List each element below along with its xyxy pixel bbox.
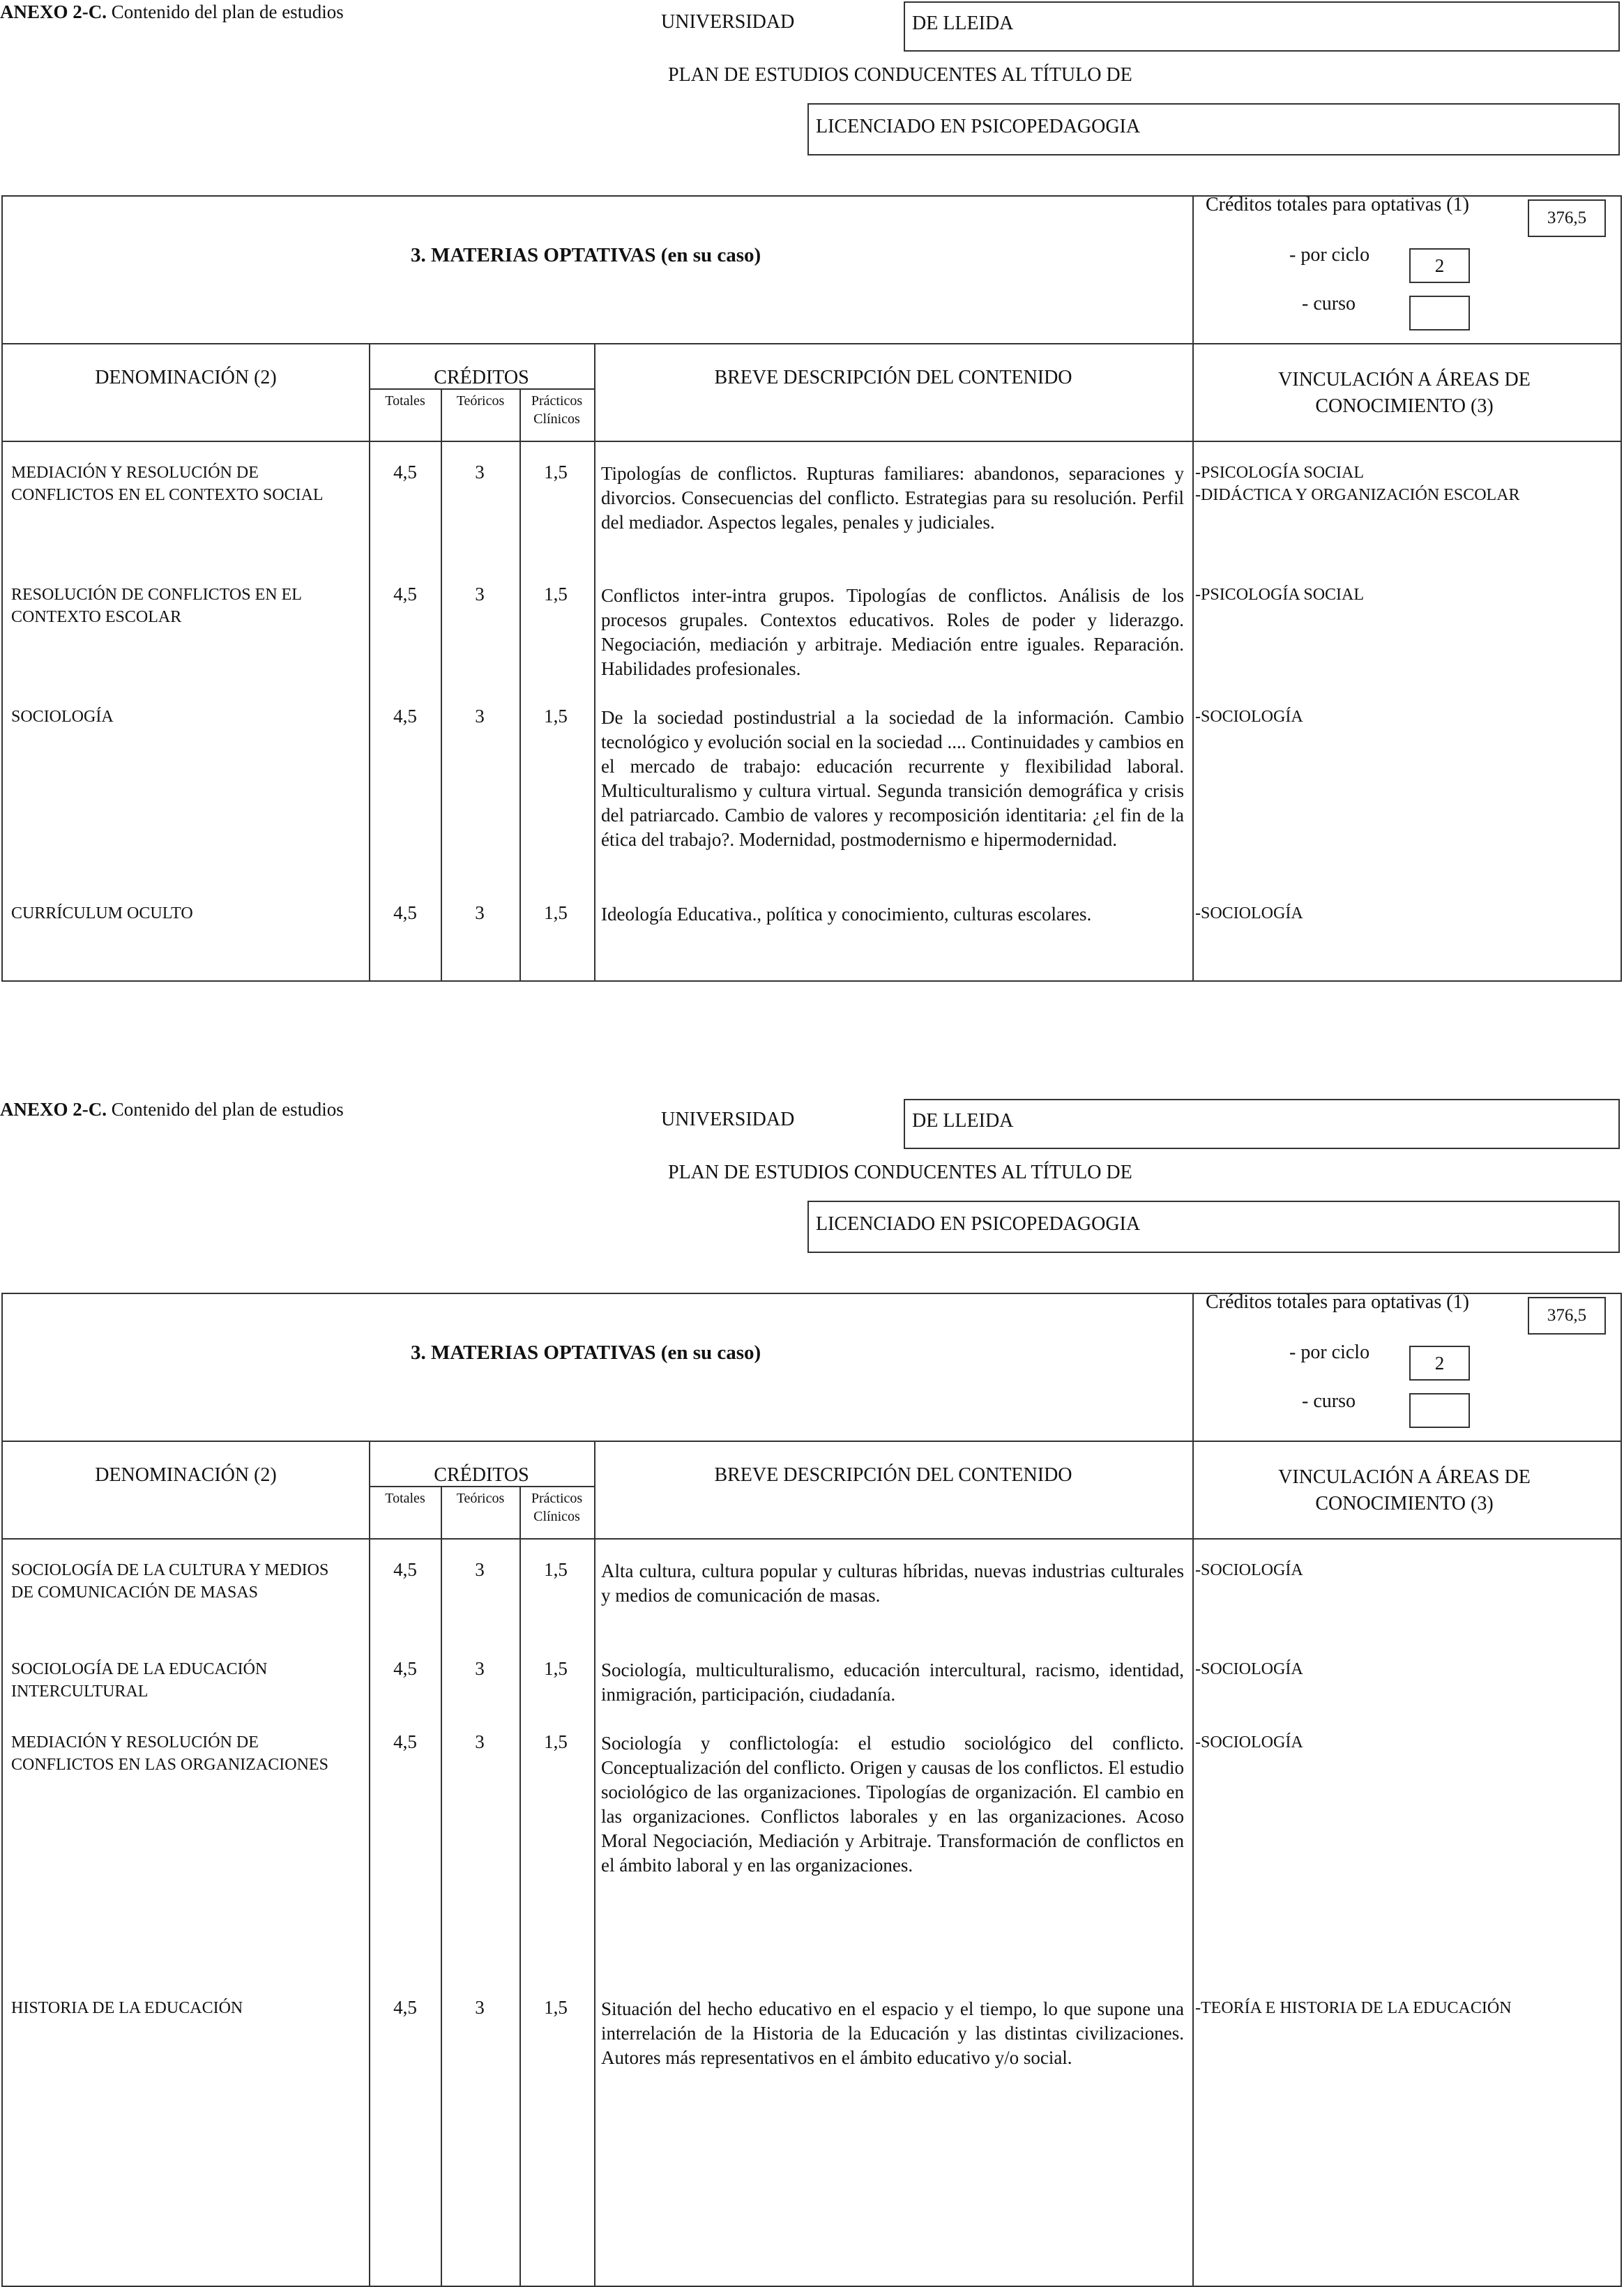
creditos-practicos: 1,5: [544, 902, 568, 923]
materia-description: Conflictos inter-intra grupos. Tipologías de conflictos. Análisis de los procesos grupales. Contextos educativos. Roles de poder y liderazgo. Negociación, mediación y arbitraje. Mediación entre iguales. Reparación. Habilidades profesionales.: [601, 585, 1184, 679]
materia-areas: [1195, 706, 1614, 728]
materia-description: Alta cultura, cultura popular y culturas híbridas, nuevas industrias culturales y medios de comunicación de masas.: [601, 1560, 1184, 1606]
header-creditos: CRÉDITOS: [434, 1464, 529, 1486]
creditos-teoricos: 3: [475, 462, 485, 483]
materia-description: De la sociedad postindustrial a la sociedad de la información. Cambio tecnológico y evolución social en la sociedad .... Continuidades y cambios en el mercado de trabajo: educación recurrente y flexibilidad laboral. Multiculturalismo y cultura virtual. Segunda transición demográfica y crisis del patriarcado. Cambio de valores y recomposición identitaria: ¿el fin de la ética del trabajo?. Modernidad, postmodernismo e hipermodernidad.: [601, 707, 1184, 850]
materia-areas: [1195, 1731, 1614, 1754]
header-denominacion: DENOMINACIÓN (2): [95, 1464, 277, 1486]
creditos-totales: 4,5: [393, 902, 417, 923]
materia-name: SOCIOLOGÍA DE LA EDUCACIÓN INTERCULTURAL: [11, 1660, 268, 1701]
materia-name: CURRÍCULUM OCULTO: [11, 904, 193, 922]
area-item: -SOCIOLOGÍA: [1195, 1561, 1303, 1579]
por-ciclo-value: 2: [1409, 248, 1470, 283]
header-descripcion: BREVE DESCRIPCIÓN DEL CONTENIDO: [714, 367, 1072, 388]
creditos-totales-label: Créditos totales para optativas (1): [1206, 1291, 1469, 1313]
por-ciclo-value: 2: [1409, 1346, 1470, 1381]
creditos-practicos: 1,5: [544, 1559, 568, 1580]
creditos-practicos: 1,5: [544, 462, 568, 483]
area-item: -SOCIOLOGÍA: [1195, 1660, 1303, 1678]
creditos-practicos: 1,5: [544, 584, 568, 605]
area-item: -SOCIOLOGÍA: [1195, 904, 1303, 922]
por-ciclo-label: - por ciclo: [1289, 1342, 1370, 1363]
materias-table: [1, 195, 1622, 982]
materia-name: SOCIOLOGÍA: [11, 708, 114, 726]
materia-name: RESOLUCIÓN DE CONFLICTOS EN EL CONTEXTO ESCOLAR: [11, 586, 302, 626]
creditos-teoricos: 3: [475, 1559, 485, 1580]
materia-name: MEDIACIÓN Y RESOLUCIÓN DE CONFLICTOS EN EL CONTEXTO SOCIAL: [11, 464, 324, 504]
header-denominacion: DENOMINACIÓN (2): [95, 367, 277, 388]
por-ciclo-label: - por ciclo: [1289, 244, 1370, 266]
header-practicos: Prácticos Clínicos: [531, 393, 583, 427]
anexo-heading: ANEXO 2-C. Contenido del plan de estudios: [0, 1, 344, 22]
plan-label: PLAN DE ESTUDIOS CONDUCENTES AL TÍTULO DE: [668, 1162, 1132, 1183]
materia-description: Sociología, multiculturalismo, educación intercultural, racismo, identidad, inmigración, participación, ciudadanía.: [601, 1659, 1184, 1705]
header-teoricos: Teóricos: [456, 393, 505, 409]
universidad-field: DE LLEIDA: [904, 1099, 1620, 1149]
materia-areas: [1195, 1559, 1614, 1581]
plan-label: PLAN DE ESTUDIOS CONDUCENTES AL TÍTULO DE: [668, 64, 1132, 86]
header-practicos: Prácticos Clínicos: [531, 1491, 583, 1524]
area-item: -PSICOLOGÍA SOCIAL: [1195, 464, 1365, 482]
materia-areas: [1195, 1997, 1614, 2019]
titulo-field: LICENCIADO EN PSICOPEDAGOGIA: [807, 103, 1620, 155]
area-item: -PSICOLOGÍA SOCIAL: [1195, 586, 1365, 604]
header-totales: Totales: [385, 393, 425, 409]
creditos-totales: 4,5: [393, 1997, 417, 2018]
anexo-heading: ANEXO 2-C. Contenido del plan de estudios: [0, 1099, 344, 1120]
materia-name: HISTORIA DE LA EDUCACIÓN: [11, 1999, 243, 2017]
universidad-field: DE LLEIDA: [904, 1, 1620, 52]
header-totales: Totales: [385, 1491, 425, 1506]
materia-areas: [1195, 584, 1614, 606]
area-item: -SOCIOLOGÍA: [1195, 1733, 1303, 1752]
creditos-practicos: 1,5: [544, 1997, 568, 2018]
header-creditos: CRÉDITOS: [434, 367, 529, 388]
materia-areas: [1195, 1658, 1614, 1680]
creditos-totales-value: 376,5: [1528, 1297, 1606, 1335]
header-vinculacion: VINCULACIÓN A ÁREAS DE CONOCIMIENTO (3): [1278, 1466, 1531, 1514]
header-vinculacion: VINCULACIÓN A ÁREAS DE CONOCIMIENTO (3): [1278, 369, 1531, 417]
universidad-label: UNIVERSIDAD: [661, 11, 795, 33]
creditos-practicos: 1,5: [544, 1731, 568, 1752]
materia-description: Situación del hecho educativo en el espacio y el tiempo, lo que supone una interrelación de la Historia de la Educación y las distintas civilizaciones. Autores más representativos en el ámbito educativo y/o social.: [601, 1998, 1184, 2068]
creditos-totales: 4,5: [393, 706, 417, 727]
materia-name: SOCIOLOGÍA DE LA CULTURA Y MEDIOS DE COMUNICACIÓN DE MASAS: [11, 1561, 329, 1602]
creditos-teoricos: 3: [475, 706, 485, 727]
creditos-practicos: 1,5: [544, 1658, 568, 1679]
creditos-totales: 4,5: [393, 462, 417, 483]
creditos-totales: 4,5: [393, 584, 417, 605]
curso-value: [1409, 296, 1470, 330]
materia-areas: [1195, 902, 1614, 925]
creditos-totales: 4,5: [393, 1559, 417, 1580]
creditos-teoricos: 3: [475, 584, 485, 605]
universidad-label: UNIVERSIDAD: [661, 1109, 795, 1130]
creditos-totales-value: 376,5: [1528, 199, 1606, 237]
area-item: -TEORÍA E HISTORIA DE LA EDUCACIÓN: [1195, 1999, 1512, 2017]
section-title: 3. MATERIAS OPTATIVAS (en su caso): [411, 1342, 761, 1364]
materia-areas: [1195, 462, 1614, 506]
materias-table: [1, 1293, 1622, 2287]
creditos-teoricos: 3: [475, 1731, 485, 1752]
creditos-totales: 4,5: [393, 1658, 417, 1679]
creditos-practicos: 1,5: [544, 706, 568, 727]
creditos-totales: 4,5: [393, 1731, 417, 1752]
curso-label: - curso: [1302, 293, 1356, 314]
materia-description: Tipologías de conflictos. Rupturas familiares: abandonos, separaciones y divorcios. Consecuencias del conflicto. Estrategias para su resolución. Perfil del mediador. Aspectos legales, penales y judiciales.: [601, 463, 1184, 533]
section-title: 3. MATERIAS OPTATIVAS (en su caso): [411, 244, 761, 266]
materia-description: Sociología y conflictología: el estudio sociológico del conflicto. Conceptualización del conflicto. Origen y causas de los conflictos. El estudio sociológico de las organizaciones. Tipologías de organización. El cambio en las organizaciones. Conflictos laborales y en las organizaciones. Acoso Moral Negociación, Mediación y Arbitraje. Transformación de conflictos en el ámbito laboral y en las organizaciones.: [601, 1733, 1184, 1876]
header-descripcion: BREVE DESCRIPCIÓN DEL CONTENIDO: [714, 1464, 1072, 1486]
creditos-teoricos: 3: [475, 902, 485, 923]
materia-description: Ideología Educativa., política y conocimiento, culturas escolares.: [601, 904, 1092, 925]
curso-value: [1409, 1393, 1470, 1428]
creditos-teoricos: 3: [475, 1658, 485, 1679]
creditos-teoricos: 3: [475, 1997, 485, 2018]
area-item: -SOCIOLOGÍA: [1195, 708, 1303, 726]
header-teoricos: Teóricos: [456, 1491, 505, 1506]
titulo-field: LICENCIADO EN PSICOPEDAGOGIA: [807, 1201, 1620, 1253]
materia-name: MEDIACIÓN Y RESOLUCIÓN DE CONFLICTOS EN LAS ORGANIZACIONES: [11, 1733, 328, 1774]
curso-label: - curso: [1302, 1390, 1356, 1412]
area-item: -DIDÁCTICA Y ORGANIZACIÓN ESCOLAR: [1195, 486, 1520, 504]
creditos-totales-label: Créditos totales para optativas (1): [1206, 194, 1469, 215]
